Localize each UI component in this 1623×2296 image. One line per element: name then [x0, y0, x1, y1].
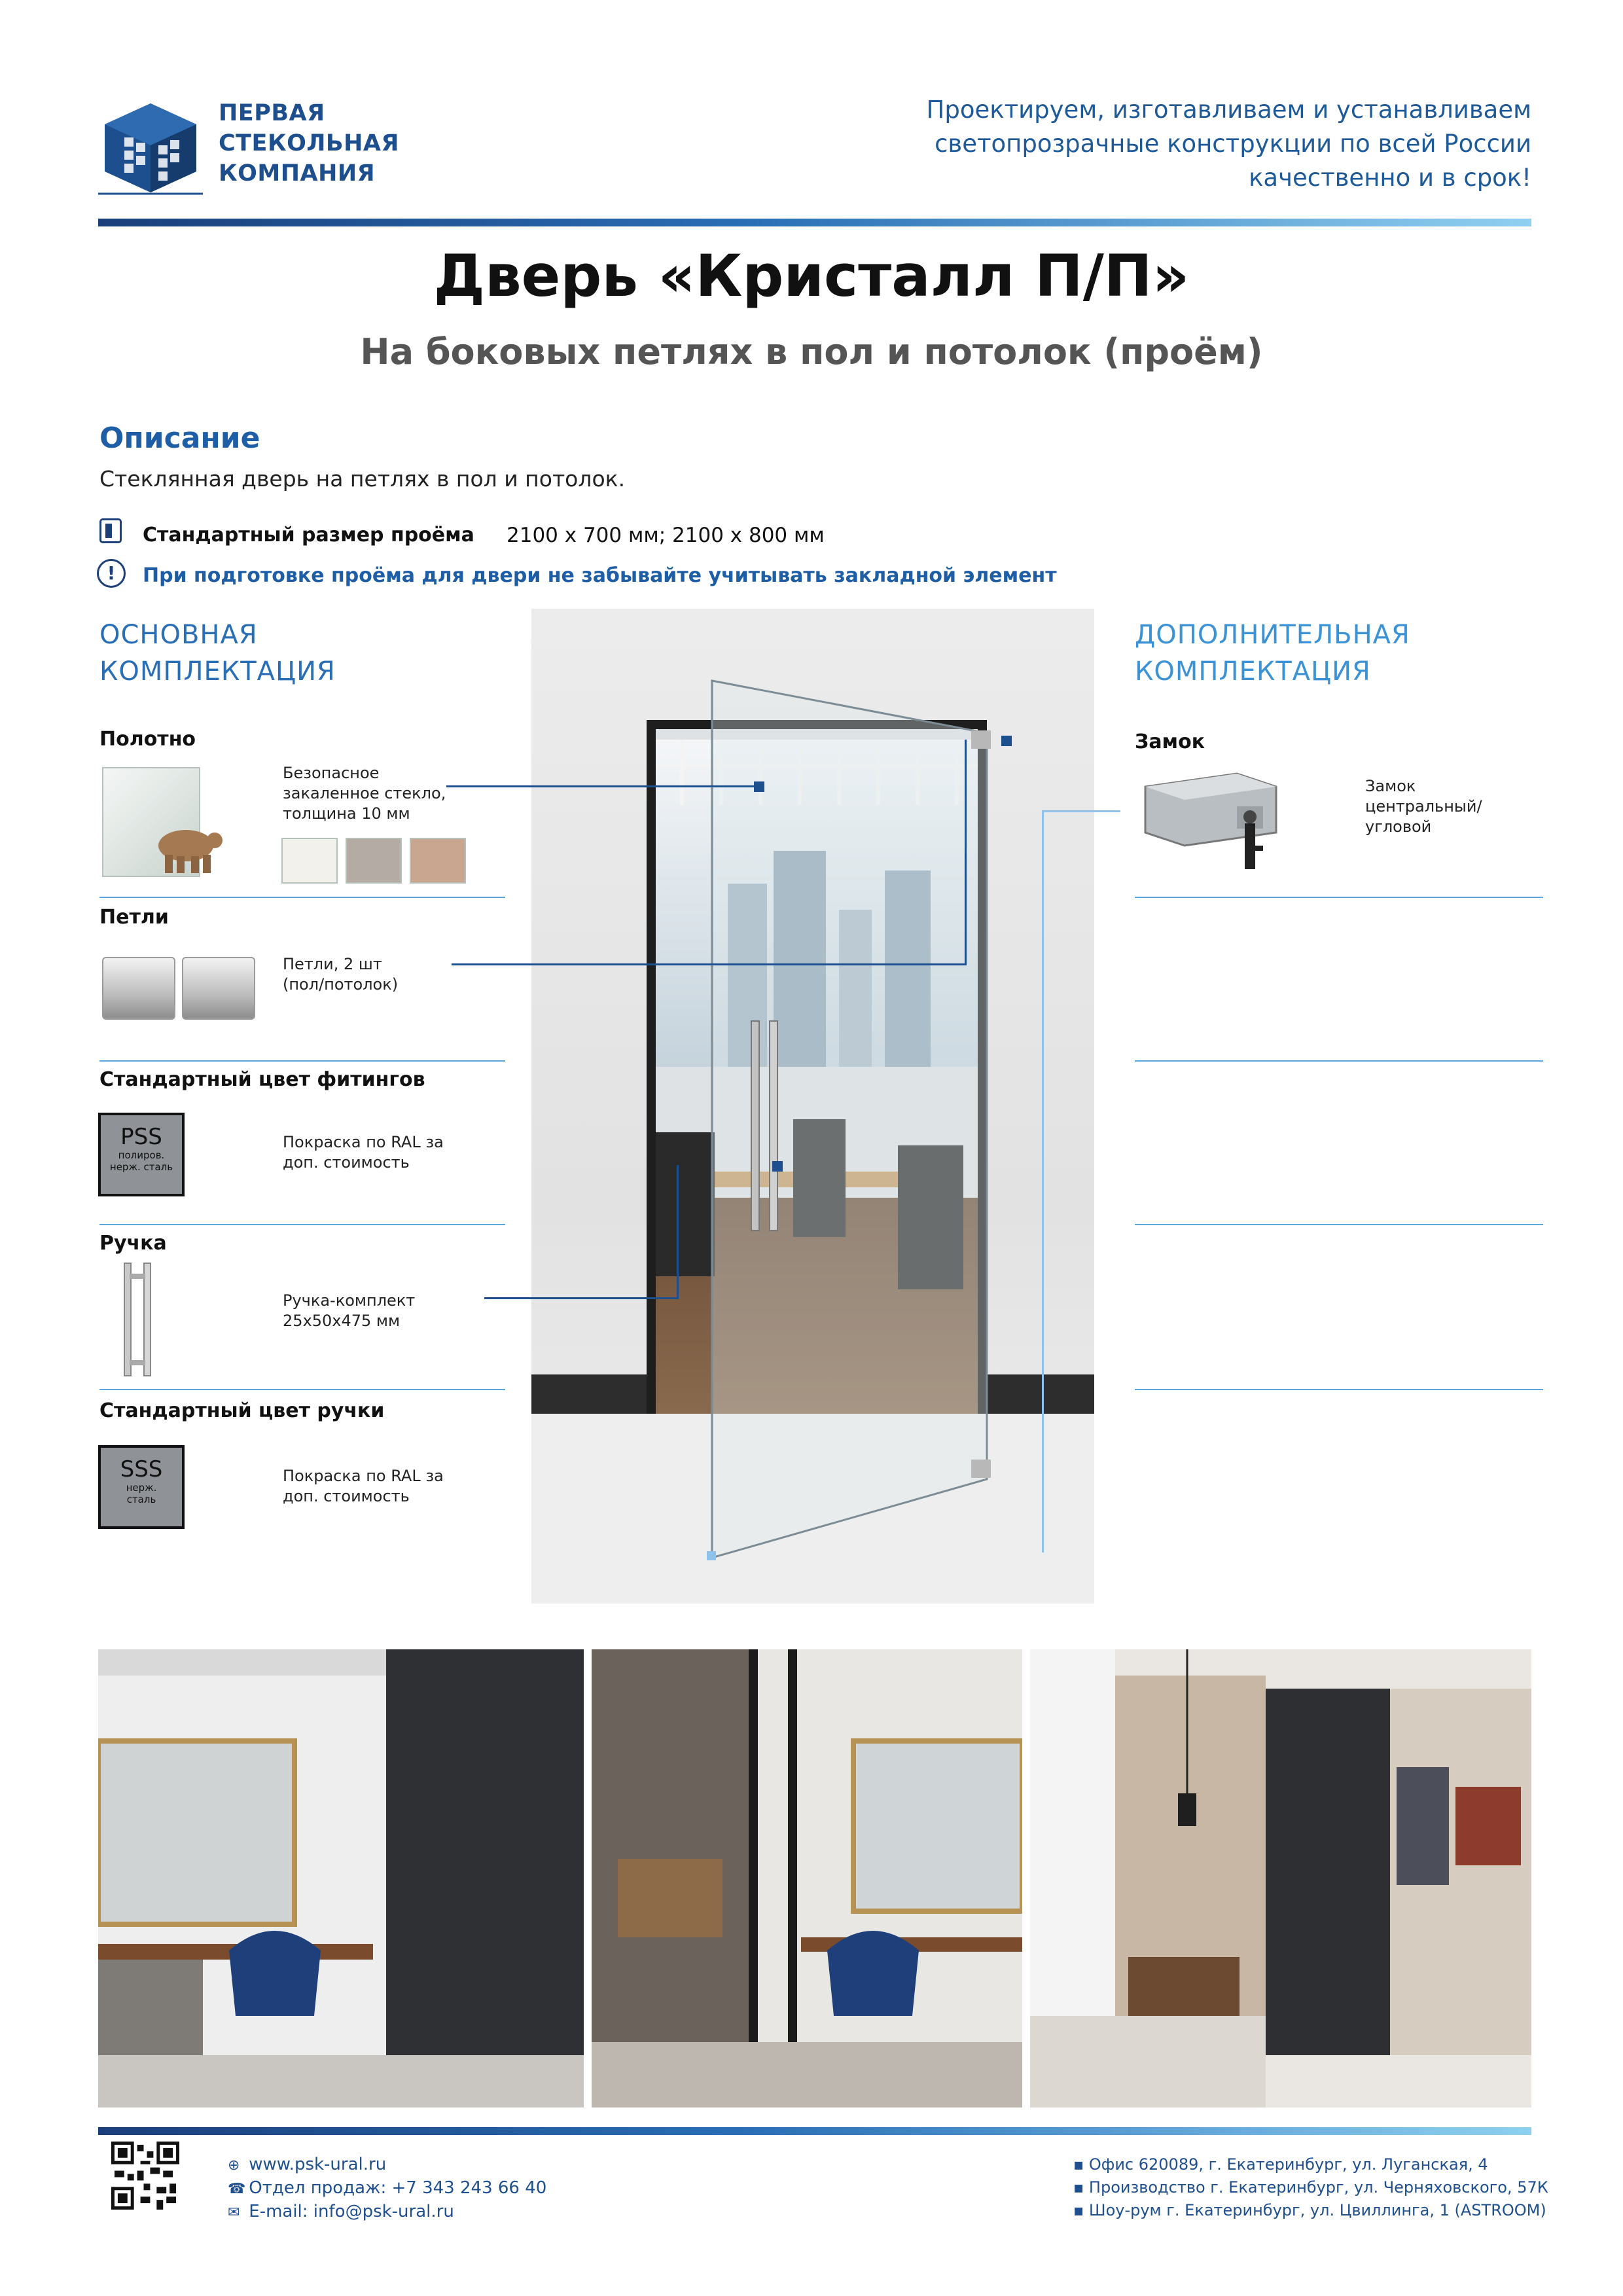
lock-image-icon: [1139, 761, 1289, 885]
glass-sample-gray: [346, 838, 402, 884]
tagline-line: Проектируем, изготавливаем и устанавливаем: [926, 96, 1531, 124]
swatch-line: полиров.: [118, 1149, 165, 1161]
bullet-icon: ▪: [1073, 2155, 1089, 2174]
main-kit-heading: [99, 617, 336, 690]
item-title-fittings: Стандартный цвет фитингов: [99, 1068, 425, 1091]
swatch-line: нерж. сталь: [109, 1161, 173, 1173]
callout-line: [677, 1165, 679, 1299]
desc-line: 25х50х475 мм: [283, 1312, 401, 1330]
desc-line: толщина 10 мм: [283, 804, 410, 823]
address-line: [1073, 2176, 1548, 2199]
contact-text: www.psk-ural.ru: [249, 2155, 387, 2174]
item-title-handle-color: Стандартный цвет ручки: [99, 1399, 385, 1422]
door-size-icon: [99, 518, 122, 543]
callout-marker: [1001, 736, 1012, 746]
item-desc-hinges: [283, 954, 398, 995]
address-line: [1073, 2199, 1548, 2222]
swatch-line: сталь: [126, 1494, 156, 1505]
extra-kit-heading-line: ДОПОЛНИТЕЛЬНАЯ: [1135, 620, 1410, 650]
item-divider: [99, 897, 505, 898]
warning-text: При подготовке проёма для двери не забывайте учитывать закладной элемент: [143, 564, 1057, 587]
item-desc-handle: [283, 1291, 415, 1331]
size-value: 2100 х 700 мм; 2100 х 800 мм: [507, 524, 825, 547]
address-text: Офис 620089, г. Екатеринбург, ул. Луганская, 4: [1088, 2155, 1488, 2174]
description-heading: Описание: [99, 422, 260, 455]
desc-line: доп. стоимость: [283, 1487, 410, 1505]
interior-photo-illustration: [592, 1649, 1022, 2108]
contact-email[interactable]: [228, 2200, 546, 2224]
mail-icon: ✉: [228, 2204, 240, 2221]
footer-contacts: [228, 2153, 546, 2224]
glass-sample-bronze: [410, 838, 466, 884]
interior-photo: [1030, 1649, 1531, 2108]
contact-text: E-mail: info@psk-ural.ru: [249, 2202, 454, 2221]
size-label: Стандартный размер проёма: [143, 524, 474, 547]
contact-website[interactable]: [228, 2153, 546, 2177]
warning-icon: !: [97, 559, 126, 588]
item-title-handle: Ручка: [99, 1232, 167, 1255]
desc-line: Ручка-комплект: [283, 1291, 416, 1310]
item-divider: [99, 1060, 505, 1062]
header-divider: [98, 219, 1531, 226]
footer-divider: [98, 2127, 1531, 2135]
extra-kit-heading-line: КОМПЛЕКТАЦИЯ: [1135, 656, 1371, 687]
item-title-lock: Замок: [1135, 730, 1205, 753]
address-text: Производство г. Екатеринбург, ул. Черняховского, 57К: [1088, 2178, 1548, 2197]
bullet-icon: ▪: [1073, 2178, 1089, 2197]
item-divider: [1135, 897, 1543, 898]
desc-line: Петли, 2 шт: [283, 955, 382, 973]
main-kit-heading-line: ОСНОВНАЯ: [99, 620, 258, 650]
callout-line: [1042, 810, 1120, 812]
page-title: Дверь «Кристалл П/П»: [433, 242, 1190, 310]
desc-line: Замок: [1365, 777, 1416, 795]
callout-line: [484, 1297, 678, 1299]
callout-line: [965, 740, 967, 965]
swatch-code: PSS: [120, 1124, 162, 1150]
tagline-line: качественно и в срок!: [1249, 164, 1531, 192]
page-subtitle: На боковых петлях в пол и потолок (проём): [360, 331, 1263, 372]
swatch-line: нерж.: [126, 1482, 157, 1494]
desc-line: Покраска по RAL за: [283, 1133, 444, 1151]
hinge-image: [182, 957, 255, 1020]
callout-marker: [754, 781, 764, 792]
desc-line: угловой: [1365, 817, 1432, 836]
description-text: Стеклянная дверь на петлях в пол и потолок.: [99, 466, 626, 492]
main-kit-heading-line: КОМПЛЕКТАЦИЯ: [99, 656, 336, 687]
interior-photo-illustration: [1030, 1649, 1531, 2108]
desc-line: закаленное стекло,: [283, 784, 446, 802]
item-title-panel: Полотно: [99, 728, 196, 751]
door-scene-image: [531, 609, 1094, 1604]
desc-line: центральный/: [1365, 797, 1482, 816]
desc-line: Безопасное: [283, 764, 380, 782]
desc-line: доп. стоимость: [283, 1153, 410, 1172]
item-title-hinges: Петли: [99, 906, 169, 929]
address-text: Шоу-рум г. Екатеринбург, ул. Цвиллинга, 1 (ASTROOM): [1088, 2201, 1546, 2219]
desc-line: Покраска по RAL за: [283, 1467, 444, 1485]
extra-kit-heading: [1135, 617, 1410, 690]
item-desc-handle-color: [283, 1466, 444, 1507]
door-scene-illustration: [531, 609, 1094, 1604]
address-line: [1073, 2153, 1548, 2176]
contact-text: Отдел продаж: +7 343 243 66 40: [249, 2178, 547, 2198]
qr-code-icon: [111, 2142, 179, 2210]
pss-color-swatch: [98, 1113, 185, 1196]
item-divider: [99, 1224, 505, 1225]
phone-icon: ☎: [228, 2181, 246, 2197]
callout-line: [1042, 810, 1044, 1552]
bullet-icon: ▪: [1073, 2201, 1089, 2219]
footer-addresses: [1073, 2153, 1548, 2222]
callout-line: [452, 963, 966, 965]
bear-figurine-icon: [148, 817, 224, 876]
glass-sample-clear: [281, 838, 338, 884]
callout-marker: [772, 1161, 783, 1172]
item-divider: [1135, 1224, 1543, 1225]
tagline-line: светопрозрачные конструкции по всей России: [935, 130, 1531, 158]
swatch-code: SSS: [120, 1456, 163, 1482]
tagline: [927, 93, 1531, 195]
desc-line: (пол/потолок): [283, 975, 399, 994]
interior-photo-illustration: [98, 1649, 584, 2108]
item-divider: [1135, 1060, 1543, 1062]
callout-line: [446, 785, 759, 787]
item-divider: [1135, 1389, 1543, 1390]
company-name-line: КОМПАНИЯ: [219, 160, 376, 187]
item-desc-panel: [283, 763, 446, 824]
sss-color-swatch: [98, 1445, 185, 1529]
hinge-image: [102, 957, 175, 1020]
company-name-line: ПЕРВАЯ: [219, 100, 325, 126]
company-name-line: СТЕКОЛЬНАЯ: [219, 130, 399, 156]
item-desc-lock: [1365, 776, 1482, 837]
handle-icon: [115, 1261, 161, 1378]
company-logo-icon: [98, 98, 203, 196]
company-name: [219, 98, 399, 188]
globe-icon: ⊕: [228, 2157, 240, 2174]
contact-phone[interactable]: [228, 2177, 546, 2200]
item-desc-fittings: [283, 1132, 444, 1173]
interior-photo: [98, 1649, 584, 2108]
interior-photo: [592, 1649, 1022, 2108]
item-divider: [99, 1389, 505, 1390]
